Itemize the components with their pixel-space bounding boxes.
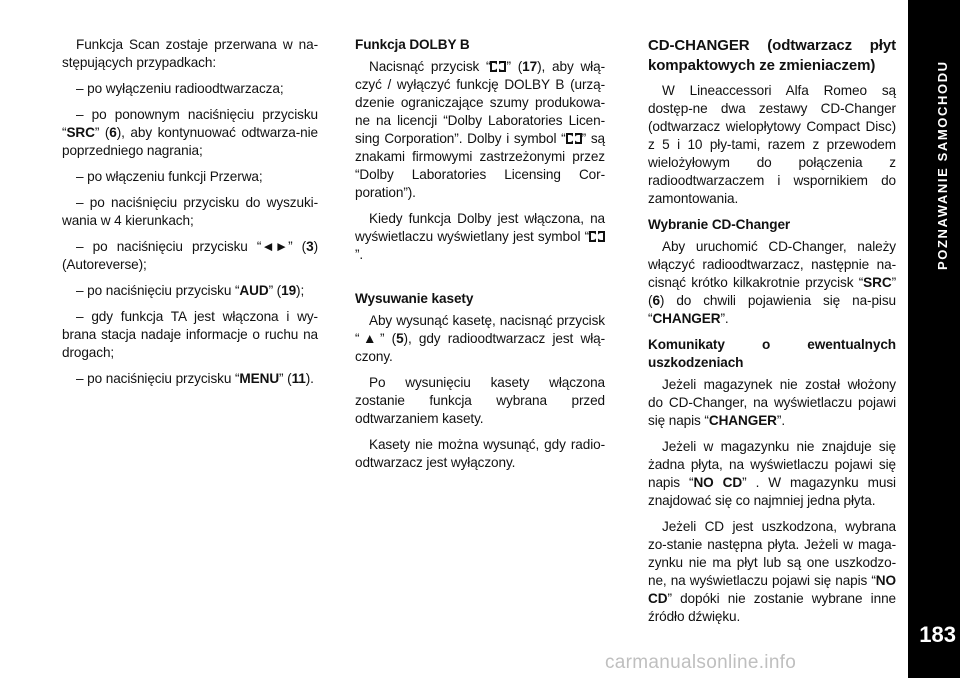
text: Funkcja Scan zostaje przerwana w na-stępujących przypadkach: [62,37,318,70]
text: – po ponownym naciśnięciu przycisku “ [62,107,318,140]
paragraph [355,210,605,264]
section-heading [648,36,896,76]
section-heading: Wysuwanie kasety [355,291,474,306]
spacer [355,272,605,290]
text: ), aby włą-czyć / wyłączyć funkcję DOLBY B (urzą-dzenie ograniczające szumy produkowa-ne na licencji “Dolby Laboratories Licen-sing Corporation”. Dolby i symbol “ [355,59,605,146]
text: ” ( [506,59,523,74]
button-ref-menu: MENU [239,371,280,386]
text: Aby wysunąć kasetę, nacisnąć przycisk “ [355,313,605,346]
arrows-icon: ◄► [261,239,289,254]
text: – po naciśnięciu przycisku “ [76,283,240,298]
text: W Lineaccessori Alfa Romeo są dostęp-ne dwa zestawy CD-Changer (odtwarzacz wielopłytowy Compact Disc) z 5 i 10 pły-tami, razem z przewodem wielożyłowym do połączenia z radioodtwarzaczem i wspornikiem do zamontowania. [648,83,896,206]
text: – po naciśnięciu przycisku do wyszuki-wania w 4 kierunkach; [62,195,318,228]
text: ) do chwili pojawienia się na-pisu “ [648,293,896,326]
section-heading: Wybranie CD-Changer [648,217,791,232]
text: ”. [720,311,729,326]
paragraph [355,58,605,202]
paragraph [62,168,318,186]
paragraph [648,82,896,208]
text-column-1 [62,36,318,396]
text: Kiedy funkcja Dolby jest włączona, na wyświetlaczu wyświetlany jest symbol “ [355,211,605,244]
text: ” dopóki nie zostanie wybrane inne źródło dźwięku. [648,591,896,624]
paragraph [62,194,318,230]
section-heading: Komunikaty o ewentualnych uszkodzeniach [648,337,896,370]
display-text-changer: CHANGER [708,413,777,428]
button-number: 3 [306,239,314,254]
text: – gdy funkcja TA jest włączona i wy-brana stacja nadaje informacje o ruchu na drogach; [62,309,318,360]
paragraph [62,106,318,160]
display-text-no-cd: NO CD [648,573,896,606]
text: ” ( [288,239,307,254]
display-text-no-cd: NO CD [693,475,743,490]
dolby-icon [589,231,605,242]
paragraph [648,238,896,328]
paragraph [355,374,605,428]
button-number: 19 [281,283,297,298]
paragraph [62,370,318,388]
text: ) (Autoreverse); [62,239,318,272]
dolby-icon [566,133,582,144]
text-column-3 [648,36,896,634]
paragraph [648,438,896,510]
paragraph [62,36,318,72]
text: ” są znakami firmowymi zastrzeżonymi przez “Dolby Laboratories Licensing Cor-poration”). [355,131,606,200]
text: CD-CHANGER [648,37,750,54]
text: (odtwarzacz płyt kompaktowych ze zmieniaczem) [648,37,896,74]
text: ). [305,371,314,386]
paragraph [62,282,318,300]
text: – po naciśnięciu przycisku “ [76,239,262,254]
button-ref-src: SRC [66,125,95,140]
paragraph [62,308,318,362]
dolby-icon [490,61,506,72]
section-heading: Funkcja DOLBY B [355,37,470,52]
eject-icon: ▲ [359,331,380,346]
text: Jeżeli magazynek nie został włożony do CD-Changer, na wyświetlaczu pojawi się napis “ [648,377,896,428]
button-number: 5 [396,331,404,346]
text: ” ( [379,331,397,346]
paragraph [355,436,605,472]
section-sidebar [908,0,960,678]
text: – po naciśnięciu przycisku “ [76,371,240,386]
paragraph [355,312,605,366]
text: Nacisnąć przycisk “ [369,59,491,74]
button-number: 11 [291,371,306,386]
text: – po wyłączeniu radioodtwarzacza; [76,81,284,96]
text: ” ( [648,275,896,308]
button-number: 6 [652,293,660,308]
watermark: carmanualsonline.info [605,652,797,673]
button-number: 6 [109,125,117,140]
text: ”. [776,413,785,428]
text: Jeżeli w magazynku nie znajduje się żadna płyta, na wyświetlaczu pojawi się napis “ [648,439,896,490]
button-ref-aud: AUD [239,283,269,298]
text: ), gdy radioodtwarzacz jest włą-czony. [355,331,606,364]
text: ” ( [279,371,292,386]
paragraph [648,518,896,626]
text: Aby uruchomić CD-Changer, należy włączyć radioodtwarzacz, następnie na-cisnąć krótko kilkakrotnie przycisk “ [648,239,896,290]
paragraph [62,238,318,274]
text: ”. [355,247,364,262]
paragraph [648,376,896,430]
paragraph [62,80,318,98]
text: ” ( [94,125,110,140]
button-number: 17 [522,59,538,74]
text: – po włączeniu funkcji Przerwa; [76,169,263,184]
text: Po wysunięciu kasety włączona zostanie funkcja wybrana przed odtwarzaniem kasety. [355,375,605,426]
section-title: POZNAWANIE SAMOCHODU [935,60,950,270]
text: ” ( [268,283,282,298]
button-ref-src: SRC [863,275,892,290]
text: Kasety nie można wysunąć, gdy radio-odtwarzacz jest wyłączony. [355,437,605,470]
text: ); [296,283,305,298]
text: ” . W magazynku musi znajdować się co najmniej jedna płyta. [648,475,896,508]
text: ), aby kontynuować odtwarza-nie poprzedniego nagrania; [62,125,319,158]
text: Jeżeli CD jest uszkodzona, wybrana zo-stanie następna płyta. Jeżeli w maga-zynku nie ma płyt lub są one uszkodzo-ne, na wyświetlaczu pojawi się napis “ [648,519,896,588]
page-number: 183 [919,622,956,647]
text-column-2 [355,36,605,480]
display-text-changer: CHANGER [652,311,721,326]
